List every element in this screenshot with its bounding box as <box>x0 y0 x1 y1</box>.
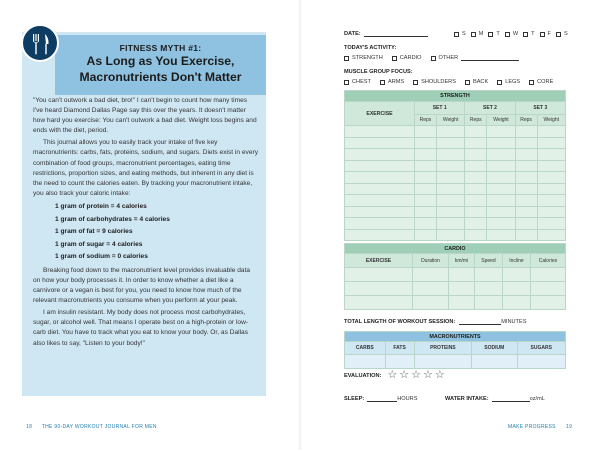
sleep-unit: HOURS <box>397 396 418 402</box>
set1-header: SET 1 <box>415 102 465 115</box>
myth-title-line1: As Long as You Exercise, <box>86 54 235 68</box>
cardio-title: CARDIO <box>345 244 566 254</box>
day-checkbox[interactable]: S <box>454 31 466 37</box>
list-item: 1 gram of carbohydrates = 4 calories <box>55 215 170 223</box>
evaluation-row <box>344 370 447 381</box>
shoulders-checkbox[interactable]: SHOULDERS <box>413 79 456 85</box>
proteins-header: PROTEINS <box>414 342 471 355</box>
core-checkbox[interactable]: CORE <box>529 79 553 85</box>
distance-header: km/mi <box>449 254 475 268</box>
duration-header: Duration <box>413 254 449 268</box>
table-row[interactable] <box>345 282 566 296</box>
water-unit: oz/mL <box>529 396 545 402</box>
set2-header: SET 2 <box>465 102 515 115</box>
cardio-checkbox[interactable]: CARDIO <box>392 55 422 61</box>
strength-title: STRENGTH <box>345 91 566 102</box>
table-row[interactable] <box>345 126 566 138</box>
left-footer <box>26 424 157 430</box>
activity-label: TODAY'S ACTIVITY: <box>344 45 397 51</box>
page-number-left: 18 <box>26 424 33 430</box>
legs-checkbox[interactable]: LEGS <box>497 79 520 85</box>
day-checkbox[interactable]: W <box>505 31 518 37</box>
list-item: 1 gram of fat = 9 calories <box>55 228 133 236</box>
reps-header: Reps <box>515 115 537 126</box>
cardio-exercise-header: EXERCISE <box>345 254 413 268</box>
date-row <box>344 31 428 37</box>
star-icon[interactable]: ☆ <box>423 369 433 381</box>
paragraph-1: "You can't outwork a bad diet, bro!" I can't begin to count how many times I've heard Diamond Dallas Page say this over the years. It doesn't matter how hard you exercise: You can't outwork a bad diet. Weight loss begins and ends with the diet, period. <box>33 97 257 135</box>
macronutrients-title: MACRONUTRIENTS <box>345 332 566 342</box>
chest-checkbox[interactable]: CHEST <box>344 79 371 85</box>
strength-table <box>344 90 566 241</box>
fork-knife-icon <box>21 24 59 62</box>
right-page <box>300 0 600 450</box>
reps-header: Reps <box>465 115 487 126</box>
carbs-header: CARBS <box>345 342 386 355</box>
arms-checkbox[interactable]: ARMS <box>380 79 404 85</box>
day-checkbox[interactable]: M <box>471 31 484 37</box>
strength-rows <box>345 126 566 241</box>
running-head-right: MAKE PROGRESS <box>508 424 556 430</box>
table-row[interactable] <box>345 206 566 218</box>
macro-calorie-list <box>55 201 258 264</box>
day-checkbox[interactable]: T <box>488 31 499 37</box>
day-of-week-row <box>454 31 573 37</box>
table-row[interactable] <box>345 355 566 369</box>
running-head-left: THE 90-DAY WORKOUT JOURNAL FOR MEN <box>41 424 157 430</box>
day-checkbox[interactable]: S <box>556 31 568 37</box>
list-item: 1 gram of sugar = 4 calories <box>55 240 143 248</box>
fats-header: FATS <box>385 342 414 355</box>
table-row[interactable] <box>345 149 566 161</box>
muscle-options <box>344 79 562 85</box>
table-row[interactable] <box>345 268 566 282</box>
activity-options <box>344 55 528 61</box>
paragraph-4: I am insulin resistant. My body does not process most carbohydrates, sugar, or alcohol well. That means I operate best on a high-protein or low-carb diet. You have to track what you eat to know your body. Or, as Dallas also likes to say, "Listen to your body!" <box>33 309 249 347</box>
weight-header: Weight <box>487 115 515 126</box>
date-field[interactable] <box>364 31 428 37</box>
myth-kicker: FITNESS MYTH #1: <box>119 43 202 53</box>
list-item: 1 gram of sodium = 0 calories <box>55 253 148 261</box>
table-row[interactable] <box>345 195 566 207</box>
star-icon[interactable]: ☆ <box>387 369 398 381</box>
muscle-heading <box>344 69 413 75</box>
weight-header: Weight <box>436 115 464 126</box>
myth-header <box>55 35 266 95</box>
activity-heading <box>344 45 396 51</box>
macronutrients-table <box>344 331 566 369</box>
day-checkbox[interactable]: T <box>523 31 534 37</box>
list-item: 1 gram of protein = 4 calories <box>55 202 147 210</box>
cardio-table <box>344 243 566 310</box>
sleep-label: SLEEP: <box>344 396 365 402</box>
paragraph-3: Breaking food down to the macronutrient level provides invaluable data on how your body processes it. In order to know whether a diet like a carnivore or a vegan is best for you, you need to know how much of the relevant macronutrients you consume when you perform at your peak. <box>33 266 251 305</box>
reps-header: Reps <box>415 115 437 126</box>
star-icon[interactable]: ☆ <box>399 369 410 381</box>
other-checkbox[interactable]: OTHER <box>431 55 520 61</box>
date-label: DATE: <box>344 31 361 37</box>
water-row <box>445 396 545 402</box>
sugars-header: SUGARS <box>517 342 565 355</box>
back-checkbox[interactable]: BACK <box>465 79 488 85</box>
session-length-row <box>344 319 526 325</box>
water-label: WATER INTAKE: <box>445 396 489 402</box>
set3-header: SET 3 <box>515 102 565 115</box>
table-row[interactable] <box>345 137 566 149</box>
speed-header: Speed <box>474 254 502 268</box>
calories-header: Calories <box>530 254 565 268</box>
star-icon[interactable]: ☆ <box>434 369 445 381</box>
table-row[interactable] <box>345 218 566 230</box>
strength-checkbox[interactable]: STRENGTH <box>344 55 383 61</box>
session-length-unit: MINUTES <box>501 319 527 325</box>
table-row[interactable] <box>345 296 566 310</box>
table-row[interactable] <box>345 183 566 195</box>
paragraph-2: This journal allows you to easily track your intake of five key macronutrients: carbs, fats, proteins, sodium, and sugars. Diets exist in every combination of food groups, macronutrient percentages, eating time restrictions, proportion sizes, and eating methods, but inherent in any diet is the need to count the calories eaten. By tracking your macronutrient intake, you also track your caloric intake: <box>33 139 259 197</box>
sodium-header: SODIUM <box>472 342 517 355</box>
session-length-label: TOTAL LENGTH OF WORKOUT SESSION: <box>344 319 456 325</box>
water-field[interactable] <box>492 396 530 402</box>
myth-title-line2: Macronutrients Don't Matter <box>79 70 242 84</box>
strength-exercise-header: EXERCISE <box>345 102 415 126</box>
evaluation-label: EVALUATION: <box>344 372 382 379</box>
weight-header: Weight <box>537 115 565 126</box>
incline-header: Incline <box>502 254 530 268</box>
session-length-field[interactable] <box>459 319 501 325</box>
sleep-field[interactable] <box>367 396 397 402</box>
table-row[interactable] <box>345 229 566 241</box>
rating-stars <box>387 370 446 381</box>
sleep-row <box>344 396 417 402</box>
page-number-right: 19 <box>566 424 573 430</box>
day-checkbox[interactable]: F <box>540 31 551 37</box>
star-icon[interactable]: ☆ <box>411 369 422 381</box>
table-row[interactable] <box>345 172 566 184</box>
muscle-label: MUSCLE GROUP FOCUS: <box>344 69 413 75</box>
table-row[interactable] <box>345 160 566 172</box>
article-body <box>33 96 258 351</box>
